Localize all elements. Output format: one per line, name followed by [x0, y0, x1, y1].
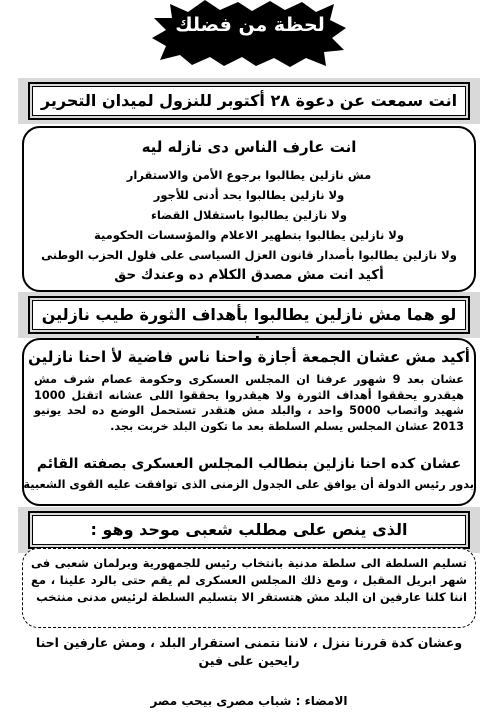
section2-emphasis: عشان كده احنا نازلين بنطالب المجلس العسكرى بصفته القائم: [36, 456, 462, 472]
section1-line: مش نازلين يطالبوا برجوع الأمن والاستقرار: [126, 168, 372, 182]
section1-lead: انت عارف الناس دى نازله ليه: [141, 138, 357, 156]
title-banner: [150, 0, 350, 68]
section2-lead: أكيد مش عشان الجمعة أجازة واحنا ناس فاضية لأ احنا نازلين: [28, 348, 470, 366]
section2-body: عشان بعد 9 شهور عرفنا ان المجلس العسكرى وحكومة عصام شرف مش هيقدرو يحققوا أهداف الثورة ولا هيقدروا يحققوا اللى عشانه اتقتل 1000 شهيد واتصاب 5000 واحد ، والبلد مش هتقدر تستحمل الوضع ده لحد يونيو 2013 عشان المجلس يسلم السلطة بعد ما تكون البلد خربت بجد.: [34, 373, 465, 433]
section1-line: ولا نازلين يطالبوا بتطهير الاعلام والمؤسسات الحكومية: [94, 228, 404, 242]
section1-line: ولا نازلين يطالبوا بأصدار قانون العزل السياسى على فلول الحزب الوطنى: [41, 248, 457, 262]
section2-panel: [22, 338, 476, 506]
section1-panel: [22, 126, 476, 292]
section1-line: ولا نازلين يطالبوا باستقلال القضاء: [150, 208, 348, 222]
section3-panel: [22, 548, 476, 628]
section3-body: تسليم السلطة الى سلطة مدنية بانتخاب رئيس للجمهورية وبرلمان شعبى فى شهر ابريل المقبل ، ومع ذلك المجلس العسكرى لم يقم حتى بالرد علينا ، مع اننا كلنا عارفين ان البلد مش هتستقر الا بتسليم السلطة لرئيس مدنى منتخب: [31, 556, 467, 604]
banner-title: لحظة من فضلك: [175, 14, 325, 36]
section1-closing: أكيد انت مش مصدق الكلام ده وعندك حق: [114, 267, 384, 283]
section2-tail: بدور رئيس الدولة أن يوافق على الجدول الزمنى الذى توافقت عليه القوى الشعبية: [23, 478, 474, 491]
section3-heading: الذى ينص على مطلب شعبى موحد وهو :: [32, 515, 466, 545]
section2-heading: لو هما مش نازلين يطالبوا بأهداف الثورة طيب نازلين: [32, 300, 466, 330]
section1-line: ولا نازلين يطالبوا بحد أدنى للأجور: [153, 188, 345, 202]
signature: الامضاء : شباب مصرى بيحب مصر: [150, 694, 348, 708]
section1-heading: انت سمعت عن دعوة ٢٨ أكتوبر للنزول لميدان التحرير: [32, 86, 466, 116]
footer-closing: وعشان كدة قررنا ننزل ، لاننا نتمنى استقرار البلد ، ومش عارفين احنا رايحين على فين: [35, 635, 463, 668]
